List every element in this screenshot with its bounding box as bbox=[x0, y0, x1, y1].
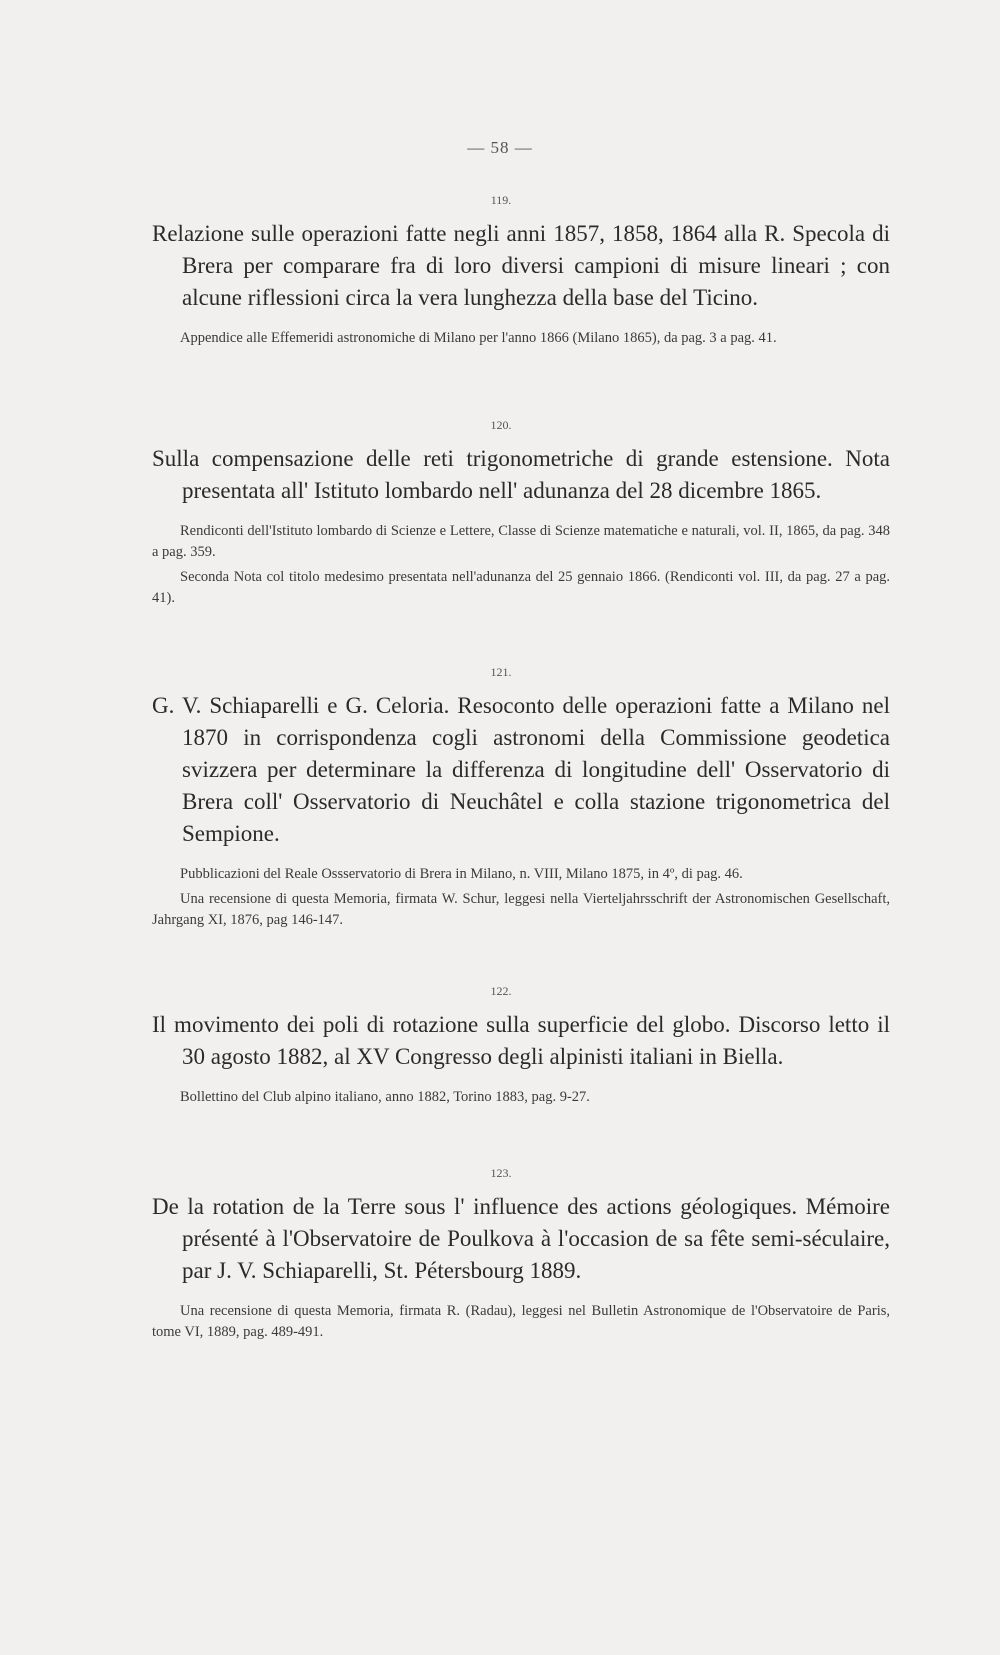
entry-title: Relazione sulle operazioni fatte negli anni 1857, 1858, 1864 alla R. Specola di Brera per comparare fra di loro diversi campioni di misure lineari ; con alcune riflessioni circa la vera lunghezza della base del Ticino. bbox=[152, 221, 890, 310]
entry-title: Sulla compensazione delle reti trigonometriche di grande estensione. Nota presentata all' Istituto lombardo nell' adunanza del 28 dicembre 1865. bbox=[152, 446, 890, 503]
entry-number: 121. bbox=[490, 665, 512, 679]
bibliography-entry-120 bbox=[152, 418, 890, 609]
entry-note: Seconda Nota col titolo medesimo presentata nell'adunanza del 25 gennaio 1866. (Rendiconti vol. III, da pag. 27 a pag. 41). bbox=[152, 569, 890, 606]
bibliography-entry-122 bbox=[152, 984, 890, 1108]
entry-number: 120. bbox=[490, 418, 512, 432]
bibliography-entry-121 bbox=[152, 665, 890, 931]
entry-title: G. V. Schiaparelli e G. Celoria. Resoconto delle operazioni fatte a Milano nel 1870 in corrispondenza cogli astronomi della Commissione geodetica svizzera per determinare la differenza di longitudine dell' Osservatorio di Brera coll' Osservatorio di Neuchâtel e colla stazione trigonometrica del Sempione. bbox=[152, 693, 890, 846]
page-number: — 58 — bbox=[467, 138, 533, 157]
entry-note: Rendiconti dell'Istituto lombardo di Scienze e Lettere, Classe di Scienze matematiche e naturali, vol. II, 1865, da pag. 348 a pag. 359. bbox=[152, 523, 890, 560]
entry-number: 123. bbox=[490, 1166, 512, 1180]
bibliography-entry-119 bbox=[152, 193, 890, 349]
entry-title: Il movimento dei poli di rotazione sulla superficie del globo. Discorso letto il 30 agosto 1882, al XV Congresso degli alpinisti italiani in Biella. bbox=[152, 1012, 890, 1069]
entry-number: 122. bbox=[490, 984, 512, 998]
entry-note: Una recensione di questa Memoria, firmata W. Schur, leggesi nella Vierteljahrsschrift der Astronomischen Gesellschaft, Jahrgang XI, 1876, pag 146-147. bbox=[152, 891, 890, 928]
entry-note: Appendice alle Effemeridi astronomiche di Milano per l'anno 1866 (Milano 1865), da pag. 3 a pag. 41. bbox=[180, 330, 777, 346]
entry-note: Una recensione di questa Memoria, firmata R. (Radau), leggesi nel Bulletin Astronomique de l'Observatoire de Paris, tome VI, 1889, pag. 489-491. bbox=[152, 1303, 890, 1340]
entry-note: Bollettino del Club alpino italiano, anno 1882, Torino 1883, pag. 9-27. bbox=[180, 1089, 590, 1105]
bibliography-entry-123 bbox=[152, 1166, 890, 1343]
entry-note: Pubblicazioni del Reale Ossservatorio di Brera in Milano, n. VIII, Milano 1875, in 4º, di pag. 46. bbox=[180, 866, 743, 882]
entry-number: 119. bbox=[490, 193, 512, 207]
entry-title: De la rotation de la Terre sous l' influence des actions géologiques. Mémoire présenté à l'Observatoire de Poulkova à l'occasion de sa fête semi-séculaire, par J. V. Schiaparelli, St. Pétersbourg 1889. bbox=[152, 1194, 890, 1283]
